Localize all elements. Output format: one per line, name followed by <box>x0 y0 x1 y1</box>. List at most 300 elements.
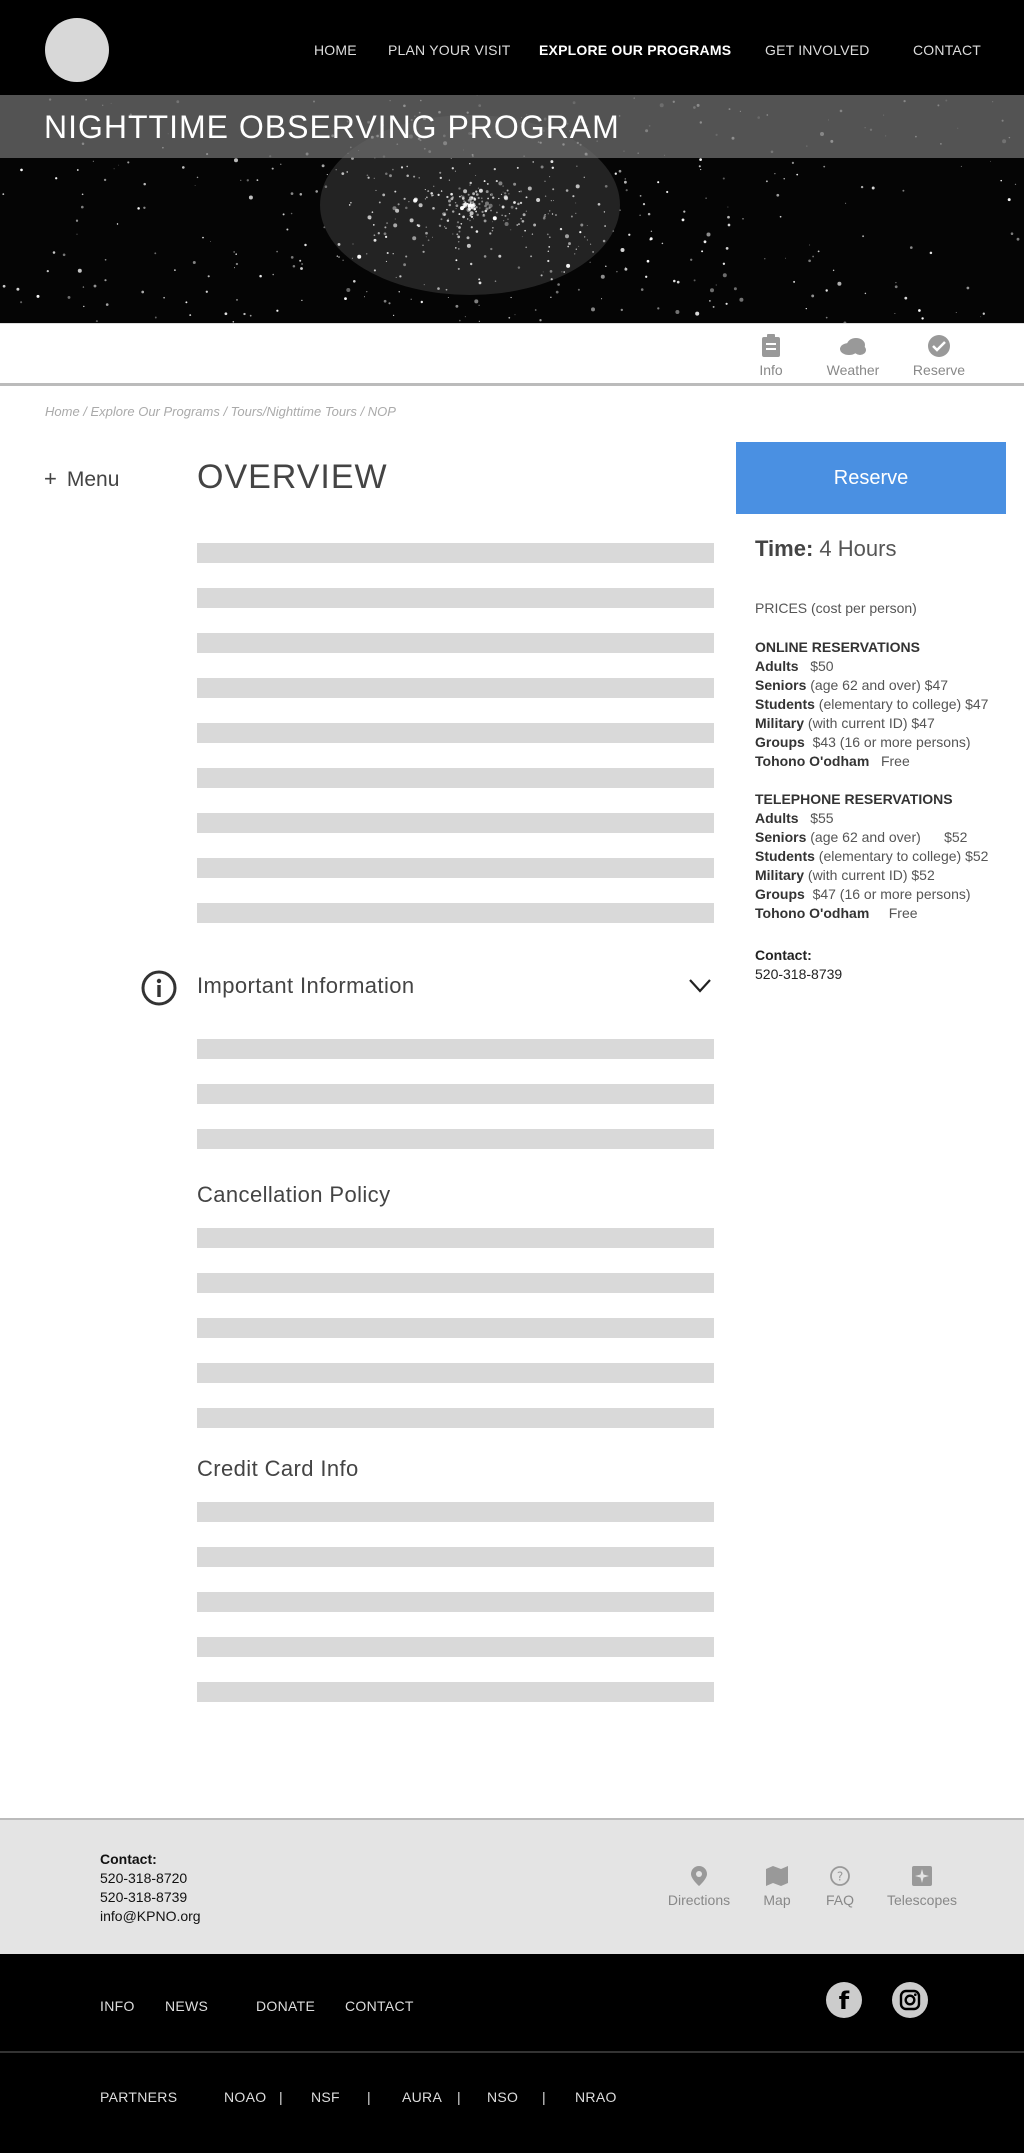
star <box>470 211 474 215</box>
star <box>462 206 465 209</box>
star <box>520 190 522 192</box>
star <box>504 196 508 200</box>
footer-donate-link[interactable]: DONATE <box>256 1998 316 2014</box>
star <box>410 218 414 222</box>
star <box>446 289 448 291</box>
star <box>1000 180 1002 182</box>
star <box>641 288 644 291</box>
star <box>492 221 493 222</box>
star <box>605 185 608 188</box>
star <box>549 236 551 238</box>
chevron-down-icon[interactable] <box>689 979 711 998</box>
star <box>716 285 717 286</box>
star <box>498 181 502 185</box>
star <box>601 275 605 279</box>
star <box>552 167 554 169</box>
important-information-heading[interactable]: Important Information <box>197 973 415 998</box>
star <box>459 231 461 233</box>
star <box>461 195 462 196</box>
partner-nsf-link[interactable]: NSF <box>311 2089 340 2105</box>
star <box>452 167 454 169</box>
star <box>961 166 962 167</box>
star <box>704 240 707 243</box>
footer-email[interactable]: info@KPNO.org <box>100 1908 201 1924</box>
star <box>492 227 494 229</box>
star <box>366 291 367 292</box>
star <box>604 225 606 227</box>
star <box>469 220 471 222</box>
star <box>413 199 417 203</box>
star <box>548 213 549 214</box>
star <box>796 174 798 176</box>
star <box>675 310 679 314</box>
partner-noao-link[interactable]: NOAO <box>224 2089 267 2105</box>
star <box>471 226 473 228</box>
clipboard-icon <box>731 334 811 358</box>
star <box>465 316 466 317</box>
star <box>575 203 576 204</box>
star <box>476 193 479 196</box>
subnav-weather[interactable] <box>813 334 893 378</box>
star <box>472 192 475 195</box>
star <box>276 251 278 253</box>
star <box>764 258 765 259</box>
star <box>865 293 867 295</box>
star <box>439 172 441 174</box>
star <box>386 261 387 262</box>
star <box>904 297 907 300</box>
star <box>2 193 4 195</box>
star <box>541 274 543 276</box>
star <box>384 300 387 303</box>
star <box>625 178 627 180</box>
partner-aura-link[interactable]: AURA <box>402 2089 443 2105</box>
nav-home[interactable]: HOME <box>314 42 357 58</box>
star <box>182 166 185 169</box>
star <box>193 261 196 264</box>
star <box>353 244 354 245</box>
subnav-reserve[interactable] <box>899 334 979 378</box>
star <box>55 177 57 179</box>
text-placeholder-line <box>197 903 714 923</box>
star <box>474 299 478 303</box>
star <box>503 192 504 193</box>
star <box>522 220 525 223</box>
star <box>552 213 553 214</box>
star <box>426 236 427 237</box>
star <box>458 226 461 229</box>
star <box>210 241 211 242</box>
star <box>990 161 991 162</box>
subnav-info[interactable] <box>731 334 811 378</box>
star <box>484 180 486 182</box>
star <box>468 208 471 211</box>
star <box>502 206 505 209</box>
telephone-reservations-heading: TELEPHONE RESERVATIONS <box>755 791 953 807</box>
star <box>837 282 841 286</box>
star <box>471 207 473 209</box>
star <box>503 220 504 221</box>
star <box>544 181 545 182</box>
star <box>616 271 618 273</box>
star <box>516 224 518 226</box>
star <box>456 233 458 235</box>
star <box>488 207 490 209</box>
star <box>690 259 692 261</box>
star <box>812 256 814 258</box>
star <box>469 204 471 206</box>
star <box>374 178 375 179</box>
star <box>728 224 731 227</box>
star <box>504 192 506 194</box>
star <box>141 291 144 294</box>
star <box>401 166 403 168</box>
text-placeholder-line <box>197 1084 714 1104</box>
star <box>388 302 390 304</box>
star <box>1011 232 1014 235</box>
star <box>619 210 620 211</box>
star <box>280 164 281 165</box>
star <box>373 224 375 226</box>
star <box>469 215 471 217</box>
star <box>539 319 541 321</box>
star <box>374 234 376 236</box>
star <box>694 279 696 281</box>
star <box>441 218 443 220</box>
star <box>476 230 479 233</box>
star <box>349 204 351 206</box>
star <box>452 233 453 234</box>
star <box>240 180 241 181</box>
plus-icon: + <box>44 466 57 491</box>
star <box>291 192 294 195</box>
nav-plan-your-visit[interactable]: PLAN YOUR VISIT <box>388 42 511 58</box>
star <box>37 295 40 298</box>
star <box>250 315 252 317</box>
sidebar-contact <box>755 946 842 984</box>
star <box>475 175 476 176</box>
star <box>518 266 520 268</box>
star <box>619 170 622 173</box>
star <box>458 213 460 215</box>
star <box>143 183 146 186</box>
star <box>603 240 606 243</box>
star <box>83 286 84 287</box>
star <box>792 162 794 164</box>
star <box>508 317 510 319</box>
star <box>566 189 569 192</box>
star <box>393 315 394 316</box>
star <box>234 267 235 268</box>
star <box>818 250 820 252</box>
star <box>154 252 156 254</box>
star <box>421 301 423 303</box>
star <box>561 271 562 272</box>
star <box>469 163 470 164</box>
footer-faq-link[interactable]: ? FAQ <box>820 1866 860 1908</box>
footer-info-bar <box>0 1818 1024 1954</box>
star <box>639 214 641 216</box>
facebook-icon[interactable] <box>826 1982 862 2018</box>
star <box>560 228 562 230</box>
footer-map-link[interactable]: Map <box>757 1866 797 1908</box>
footer-phone-1[interactable]: 520-318-8720 <box>100 1870 188 1886</box>
star <box>455 171 456 172</box>
star <box>475 191 477 193</box>
star <box>548 250 550 252</box>
instagram-icon[interactable] <box>892 1982 928 2018</box>
star <box>615 173 617 175</box>
footer-telescopes-link[interactable]: Telescopes <box>882 1866 962 1908</box>
star <box>462 216 465 219</box>
star <box>448 297 449 298</box>
star <box>20 301 22 303</box>
page-title: NIGHTTIME OBSERVING PROGRAM <box>44 109 620 145</box>
star <box>406 175 409 178</box>
star <box>463 200 465 202</box>
star <box>403 263 406 266</box>
star <box>726 247 729 250</box>
star <box>234 251 235 252</box>
star <box>379 201 381 203</box>
star <box>353 280 356 283</box>
star <box>547 260 549 262</box>
star <box>584 177 585 178</box>
star <box>793 281 795 283</box>
star <box>299 260 301 262</box>
star <box>481 198 482 199</box>
star <box>568 242 571 245</box>
telephone-reservations <box>755 790 988 923</box>
star <box>300 267 303 270</box>
price-row: Seniors (age 62 and over) $52 <box>755 829 968 845</box>
star <box>450 193 453 196</box>
star <box>433 186 434 187</box>
star <box>565 234 569 238</box>
nav-get-involved[interactable]: GET INVOLVED <box>765 42 870 58</box>
text-placeholder-line <box>197 1502 714 1522</box>
partner-nrao-link[interactable]: NRAO <box>575 2089 617 2105</box>
star <box>399 291 400 292</box>
star <box>235 253 237 255</box>
star <box>272 168 274 170</box>
star <box>709 300 711 302</box>
star <box>426 226 428 228</box>
star <box>590 244 591 245</box>
footer-phone-2[interactable]: 520-318-8739 <box>100 1889 188 1905</box>
star <box>727 207 728 208</box>
star <box>399 275 401 277</box>
star <box>902 190 904 192</box>
star <box>467 218 468 219</box>
partner-nso-link[interactable]: NSO <box>487 2089 519 2105</box>
star <box>418 224 421 227</box>
star <box>513 201 516 204</box>
star <box>77 169 79 171</box>
star <box>476 210 477 211</box>
star <box>405 255 407 257</box>
star <box>473 208 476 211</box>
star <box>826 317 828 319</box>
star <box>590 262 591 263</box>
star <box>322 164 325 167</box>
star <box>967 287 970 290</box>
text-placeholder-line <box>197 1318 714 1338</box>
star <box>276 310 278 312</box>
star <box>783 178 784 179</box>
tour-duration <box>755 536 896 562</box>
star <box>385 236 387 238</box>
star <box>532 161 533 162</box>
star <box>411 299 412 300</box>
sidebar-contact-phone[interactable]: 520-318-8739 <box>755 966 843 982</box>
star <box>492 197 494 199</box>
star <box>460 223 462 225</box>
star <box>475 211 477 213</box>
star <box>657 181 659 183</box>
star <box>510 297 511 298</box>
star <box>501 194 502 195</box>
star <box>389 174 392 177</box>
star <box>378 232 380 234</box>
star <box>462 203 464 205</box>
star <box>155 317 157 319</box>
star <box>739 298 743 302</box>
star <box>553 200 554 201</box>
star <box>403 198 405 200</box>
footer-contact-link[interactable]: CONTACT <box>345 1998 414 2014</box>
star <box>535 309 537 311</box>
star <box>247 179 249 181</box>
star <box>808 259 811 262</box>
star <box>510 229 511 230</box>
star <box>202 237 204 239</box>
star <box>439 225 441 227</box>
star <box>489 232 491 234</box>
star <box>576 249 577 250</box>
star <box>473 219 474 220</box>
question-icon <box>830 1866 850 1886</box>
star <box>492 230 493 231</box>
star <box>552 188 554 190</box>
star <box>509 213 510 214</box>
star <box>673 280 676 283</box>
reserve-button[interactable]: Reserve <box>736 442 1006 514</box>
star <box>487 198 489 200</box>
star <box>780 216 782 218</box>
star <box>507 190 509 192</box>
star <box>478 203 480 205</box>
star <box>335 169 336 170</box>
star <box>621 309 623 311</box>
star <box>367 174 369 176</box>
star <box>243 313 245 315</box>
star <box>723 273 727 277</box>
star <box>449 204 452 207</box>
star <box>458 248 460 250</box>
star <box>444 226 445 227</box>
star <box>77 234 78 235</box>
star <box>513 183 516 186</box>
star <box>408 201 409 202</box>
star <box>448 218 449 219</box>
star <box>578 289 580 291</box>
text-placeholder-line <box>197 678 714 698</box>
star <box>464 203 466 205</box>
star <box>479 281 482 284</box>
nav-explore-our-programs[interactable]: EXPLORE OUR PROGRAMS <box>539 42 732 58</box>
star <box>338 256 340 258</box>
star <box>440 177 442 179</box>
footer-info-link[interactable]: INFO <box>100 1998 135 2014</box>
site-logo[interactable] <box>45 18 109 82</box>
star <box>490 194 491 195</box>
star <box>522 236 523 237</box>
svg-text:?: ? <box>836 1869 844 1884</box>
star <box>487 183 489 185</box>
star <box>806 308 807 309</box>
star <box>723 177 725 179</box>
partners-label: PARTNERS <box>100 2089 178 2105</box>
menu-toggle[interactable] <box>44 466 119 492</box>
star <box>550 160 553 163</box>
star <box>604 211 605 212</box>
overview-heading: OVERVIEW <box>197 458 388 496</box>
star <box>766 180 768 182</box>
star <box>628 234 630 236</box>
star <box>433 195 434 196</box>
star <box>327 174 328 175</box>
star <box>470 263 472 265</box>
svg-text:f: f <box>838 1987 850 2015</box>
star <box>528 187 532 191</box>
footer-news-link[interactable]: NEWS <box>165 1998 209 2014</box>
star <box>592 251 594 253</box>
star <box>496 180 498 182</box>
star <box>456 208 457 209</box>
star <box>195 185 196 186</box>
star <box>418 177 419 178</box>
map-pin-icon <box>691 1866 707 1886</box>
star <box>785 258 786 259</box>
star <box>551 200 552 201</box>
star <box>323 226 325 228</box>
star <box>551 278 553 280</box>
star <box>257 179 259 181</box>
nav-contact[interactable]: CONTACT <box>913 42 982 58</box>
star <box>206 291 208 293</box>
breadcrumb[interactable]: Home / Explore Our Programs / Tours/Nighttime Tours / NOP <box>45 404 396 419</box>
star <box>393 253 394 254</box>
footer-contact-label: Contact: <box>100 1851 157 1867</box>
star <box>364 296 365 297</box>
star <box>236 263 238 265</box>
star <box>640 195 642 197</box>
star <box>445 228 446 229</box>
star <box>475 205 476 206</box>
star <box>465 206 466 207</box>
star <box>662 243 664 245</box>
star <box>455 259 457 261</box>
footer-directions-link[interactable]: Directions <box>664 1866 734 1908</box>
star <box>647 260 650 263</box>
star <box>374 239 377 242</box>
star <box>425 189 426 190</box>
star <box>515 314 516 315</box>
star <box>624 181 627 184</box>
partner-separator: | <box>457 2089 461 2105</box>
star <box>713 306 715 308</box>
